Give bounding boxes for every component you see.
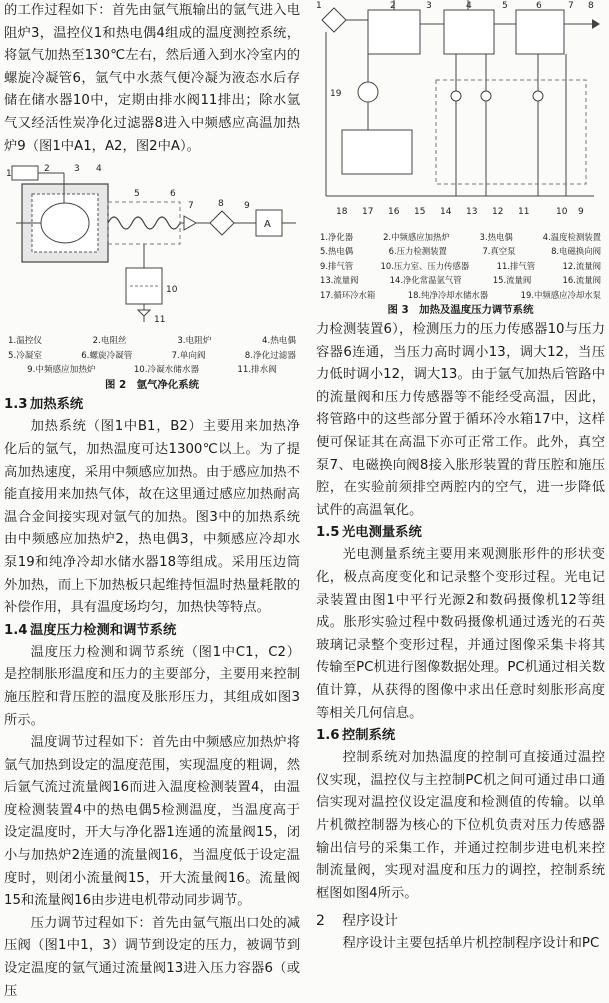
legend-item: 7.单向阀 <box>171 350 206 361</box>
chapter-heading <box>316 909 605 933</box>
section-heading <box>316 522 605 544</box>
legend-item: 8.净化过滤器 <box>244 350 296 361</box>
legend-item: 6.压力检测装置 <box>388 246 447 257</box>
figure-3 <box>316 0 605 319</box>
heating-chamber <box>41 203 89 243</box>
section-number: 1.4 <box>4 622 28 638</box>
flow-valve <box>481 91 491 101</box>
figure-3-caption: 图 3 加热及温度压力调节系统 <box>387 304 534 317</box>
body-paragraph: 温度调节过程如下：首先由中频感应加热炉将氩气加热到设定的温度范围，实现温度的粗调，然后氩气流过流量阀16而进入温度检测装置4，由温度检测装置4中的热电偶5检测温度，当温度高于设定温度时，开大与净化器1连通的流量阀15，闭小与加热炉2连通的流量阀16，当温度低于设定温度时，则闭小流量阀15，开大流量阀16。流量阀15和流量阀16由步进电机带动同步调节。 <box>4 735 300 909</box>
callout: 1 <box>316 1 322 11</box>
temperature-controller <box>12 166 38 180</box>
legend-item: 6.螺旋冷凝管 <box>81 350 133 361</box>
legend-item: 7.真空泵 <box>482 246 516 257</box>
body-paragraph: 程序设计主要包括单片机控制程序设计和PC <box>342 936 600 952</box>
callout: 14 <box>440 207 452 217</box>
legend-item: 3.热电偶 <box>479 232 513 242</box>
legend-item: 5.热电偶 <box>320 246 354 257</box>
induction-furnace <box>368 10 420 54</box>
callout: 11 <box>518 207 530 217</box>
legend-row <box>316 288 605 302</box>
legend-item: 19.中频感应冷却水泵 <box>520 289 601 300</box>
left-column <box>4 0 300 1003</box>
callout: 9 <box>578 207 584 217</box>
callout: 8 <box>588 1 594 11</box>
legend-row <box>4 334 300 348</box>
callout: 2 <box>390 1 396 11</box>
temperature-detector <box>444 10 494 54</box>
section-title: 温度压力检测和调节系统 <box>30 622 177 638</box>
legend-item: 2.中频感应加热炉 <box>383 232 450 242</box>
callout: 6 <box>536 1 542 11</box>
callout: 18 <box>336 207 348 217</box>
figure-2-caption: 图 2 氩气净化系统 <box>105 379 199 392</box>
callout: 15 <box>414 207 426 217</box>
legend-item: 12.流量阀 <box>562 260 601 271</box>
legend-row <box>4 363 300 377</box>
flow-valve <box>451 91 461 101</box>
section-title: 加热系统 <box>30 397 84 413</box>
callout: 4 <box>466 1 472 11</box>
legend-item: 10.冷凝水储水器 <box>133 364 200 375</box>
legend-item: 4.热电偶 <box>262 336 296 347</box>
callout: 6 <box>170 189 176 200</box>
legend-item: 9.中频感应加热炉 <box>27 364 96 375</box>
figure-3-diagram <box>316 0 605 226</box>
legend-item: 15.流量阀 <box>492 275 532 286</box>
legend-item: 10.压力室、压力传感器 <box>380 260 470 271</box>
cooling-water-tank <box>342 130 412 174</box>
figure-3-legend <box>316 230 605 302</box>
figure-2 <box>4 162 300 394</box>
callout: 10 <box>166 285 178 296</box>
legend-item: 1.净化器 <box>320 232 354 242</box>
callout: 7 <box>188 201 194 212</box>
section-heading <box>4 620 300 642</box>
callout: 10 <box>556 207 568 217</box>
legend-item: 8.电磁换向阀 <box>551 246 601 257</box>
legend-item: 11.排水阀 <box>237 364 277 375</box>
legend-item: 5.冷凝室 <box>8 350 42 361</box>
callout: 19 <box>330 89 342 99</box>
cooling-pump <box>358 82 378 102</box>
body-paragraph: 压力调节过程如下：首先由氩气瓶出口处的减压阀（图1中1，3）调节到设定的压力，被调节到设定温度的氩气通过流量阀13进入压力容器6（或压 <box>4 915 300 999</box>
check-valve <box>184 216 196 230</box>
callout: 11 <box>154 315 166 326</box>
legend-row <box>316 230 605 244</box>
section-heading <box>316 725 605 747</box>
spiral-condenser <box>108 217 180 229</box>
body-paragraph: 力检测装置6），检测压力的压力传感器10与压力容器6连通，当压力高时调小13，调大12，当压力低时调小12，调大13。由于氩气加热后管路中的流量阀和压力传感器等不能经受高温，因此，将管路中的这些部分置于循环冷水箱17中，这样便可保证其在高温下亦可正常工作。此外，真空泵7、电磁换向阀8接入胀形装置的背压腔和施压腔，在实验前须排空两腔内的空气，进一步降低试件的高温氧化。 <box>316 322 605 518</box>
purifier <box>322 8 346 32</box>
pressure-detector <box>516 10 564 54</box>
legend-item: 14.净化常温氩气管 <box>389 275 462 286</box>
section-number: 1.5 <box>316 525 340 541</box>
callout: 9 <box>244 201 250 212</box>
legend-item: 13.流量阀 <box>320 275 359 286</box>
section-number: 1.6 <box>316 728 340 744</box>
callout: 5 <box>134 189 140 200</box>
section-heading <box>4 394 300 416</box>
legend-item: 3.电阻炉 <box>177 336 212 347</box>
callout: 5 <box>502 1 508 11</box>
body-paragraph: 控制系统对加热温度的控制可直接通过温控仪实现，温控仪与主控制PC机之间可通过串口通信实现对温控仪设定温度和检测值的传输。以单片机微控制器为核心的下位机负责对压力传感器输出信号的采集工作，并通过控制步进电机来控制流量阀，实现对温度和压力的调控，控制系统框图如图4所示。 <box>316 750 605 901</box>
callout: 3 <box>74 164 80 175</box>
legend-item: 11.排气管 <box>496 260 536 271</box>
callout: 7 <box>568 1 574 11</box>
legend-row <box>316 273 605 287</box>
chapter-number: 2 <box>316 913 325 930</box>
legend-item: 9.排气管 <box>320 260 354 271</box>
drain-valve <box>138 310 150 316</box>
section-number: 1.3 <box>4 397 28 413</box>
purification-filter <box>210 211 234 235</box>
chapter-title: 程序设计 <box>342 913 398 930</box>
legend-item: 1.温控仪 <box>8 336 42 347</box>
body-paragraph: 加热系统（图1中B1，B2）主要用来加热净化后的氩气，加热温度可达1300℃以上。为了提高加热速度，采用中频感应加热。由于感应加热不能直接用来加热气体，故在这里通过感应加热耐高温合金间接实现对氩气的加热。图3中的加热系统由中频感应加热炉2，热电偶3，中频感应冷却水泵19和纯净冷却水储水器18等组成。采用压边筒外加热，而上下加热板只起维持恒温时热量耗散的补偿作用，具有温度场均匀，加热快等特点。 <box>4 419 300 616</box>
callout: 4 <box>96 164 102 175</box>
section-title: 控制系统 <box>342 728 396 744</box>
legend-item: 17.循环冷水箱 <box>320 289 376 300</box>
figure-2-legend <box>4 334 300 377</box>
legend-row <box>316 259 605 273</box>
figure-2-diagram <box>4 162 300 330</box>
legend-item: 2.电阻丝 <box>92 336 127 347</box>
legend-row <box>316 244 605 258</box>
callout: 12 <box>492 207 504 217</box>
legend-item: 16.流量阀 <box>562 275 601 286</box>
callout: 2 <box>44 164 50 175</box>
callout: 8 <box>218 199 224 210</box>
callout: 13 <box>466 207 478 217</box>
right-column <box>316 0 605 956</box>
flow-valve <box>533 91 543 101</box>
intro-paragraph: 的工作过程如下：首先由氩气瓶输出的氩气进入电阻炉3，温控仪1和热电偶4组成的温度测控系统，将氩气加热至130℃左右，然后通入到水冷室内的螺旋冷凝管6，氩气中水蒸气便冷凝为液态水后存储在储水器10中，定期由排水阀11排出；除水氩气又经活性炭净化过滤器8进入中频感应高温加热炉9（图1中A1，A2，图2中A）。 <box>4 3 300 154</box>
legend-row <box>4 349 300 363</box>
callout: 3 <box>426 1 432 11</box>
callout: 1 <box>6 169 12 180</box>
legend-item: 4.温度检测装置 <box>542 232 601 242</box>
callout: 17 <box>362 207 374 217</box>
body-paragraph: 光电测量系统主要用来观测胀形件的形状变化，极点高度变化和记录整个变形过程。光电记录装置由图1中平行光源2和数码摄像机12等组成。胀形实验过程中数码摄像机通过透光的石英玻璃记录整个变形过程，并通过图像采集卡将其传输至PC机进行图像数据处理。PC机通过相关数值计算，从获得的图像中求出任意时刻胀形高度等相关几何信息。 <box>316 547 605 721</box>
callout: A <box>264 219 271 231</box>
legend-item: 18.纯净冷却水储水器 <box>407 289 489 300</box>
body-paragraph: 温度压力检测和调节系统（图1中C1，C2）是控制胀形温度和压力的主要部分，主要用来控制施压腔和背压腔的温度及胀形压力，其组成如图3所示。 <box>4 644 300 728</box>
section-title: 光电测量系统 <box>342 525 422 541</box>
callout: 16 <box>388 207 400 217</box>
